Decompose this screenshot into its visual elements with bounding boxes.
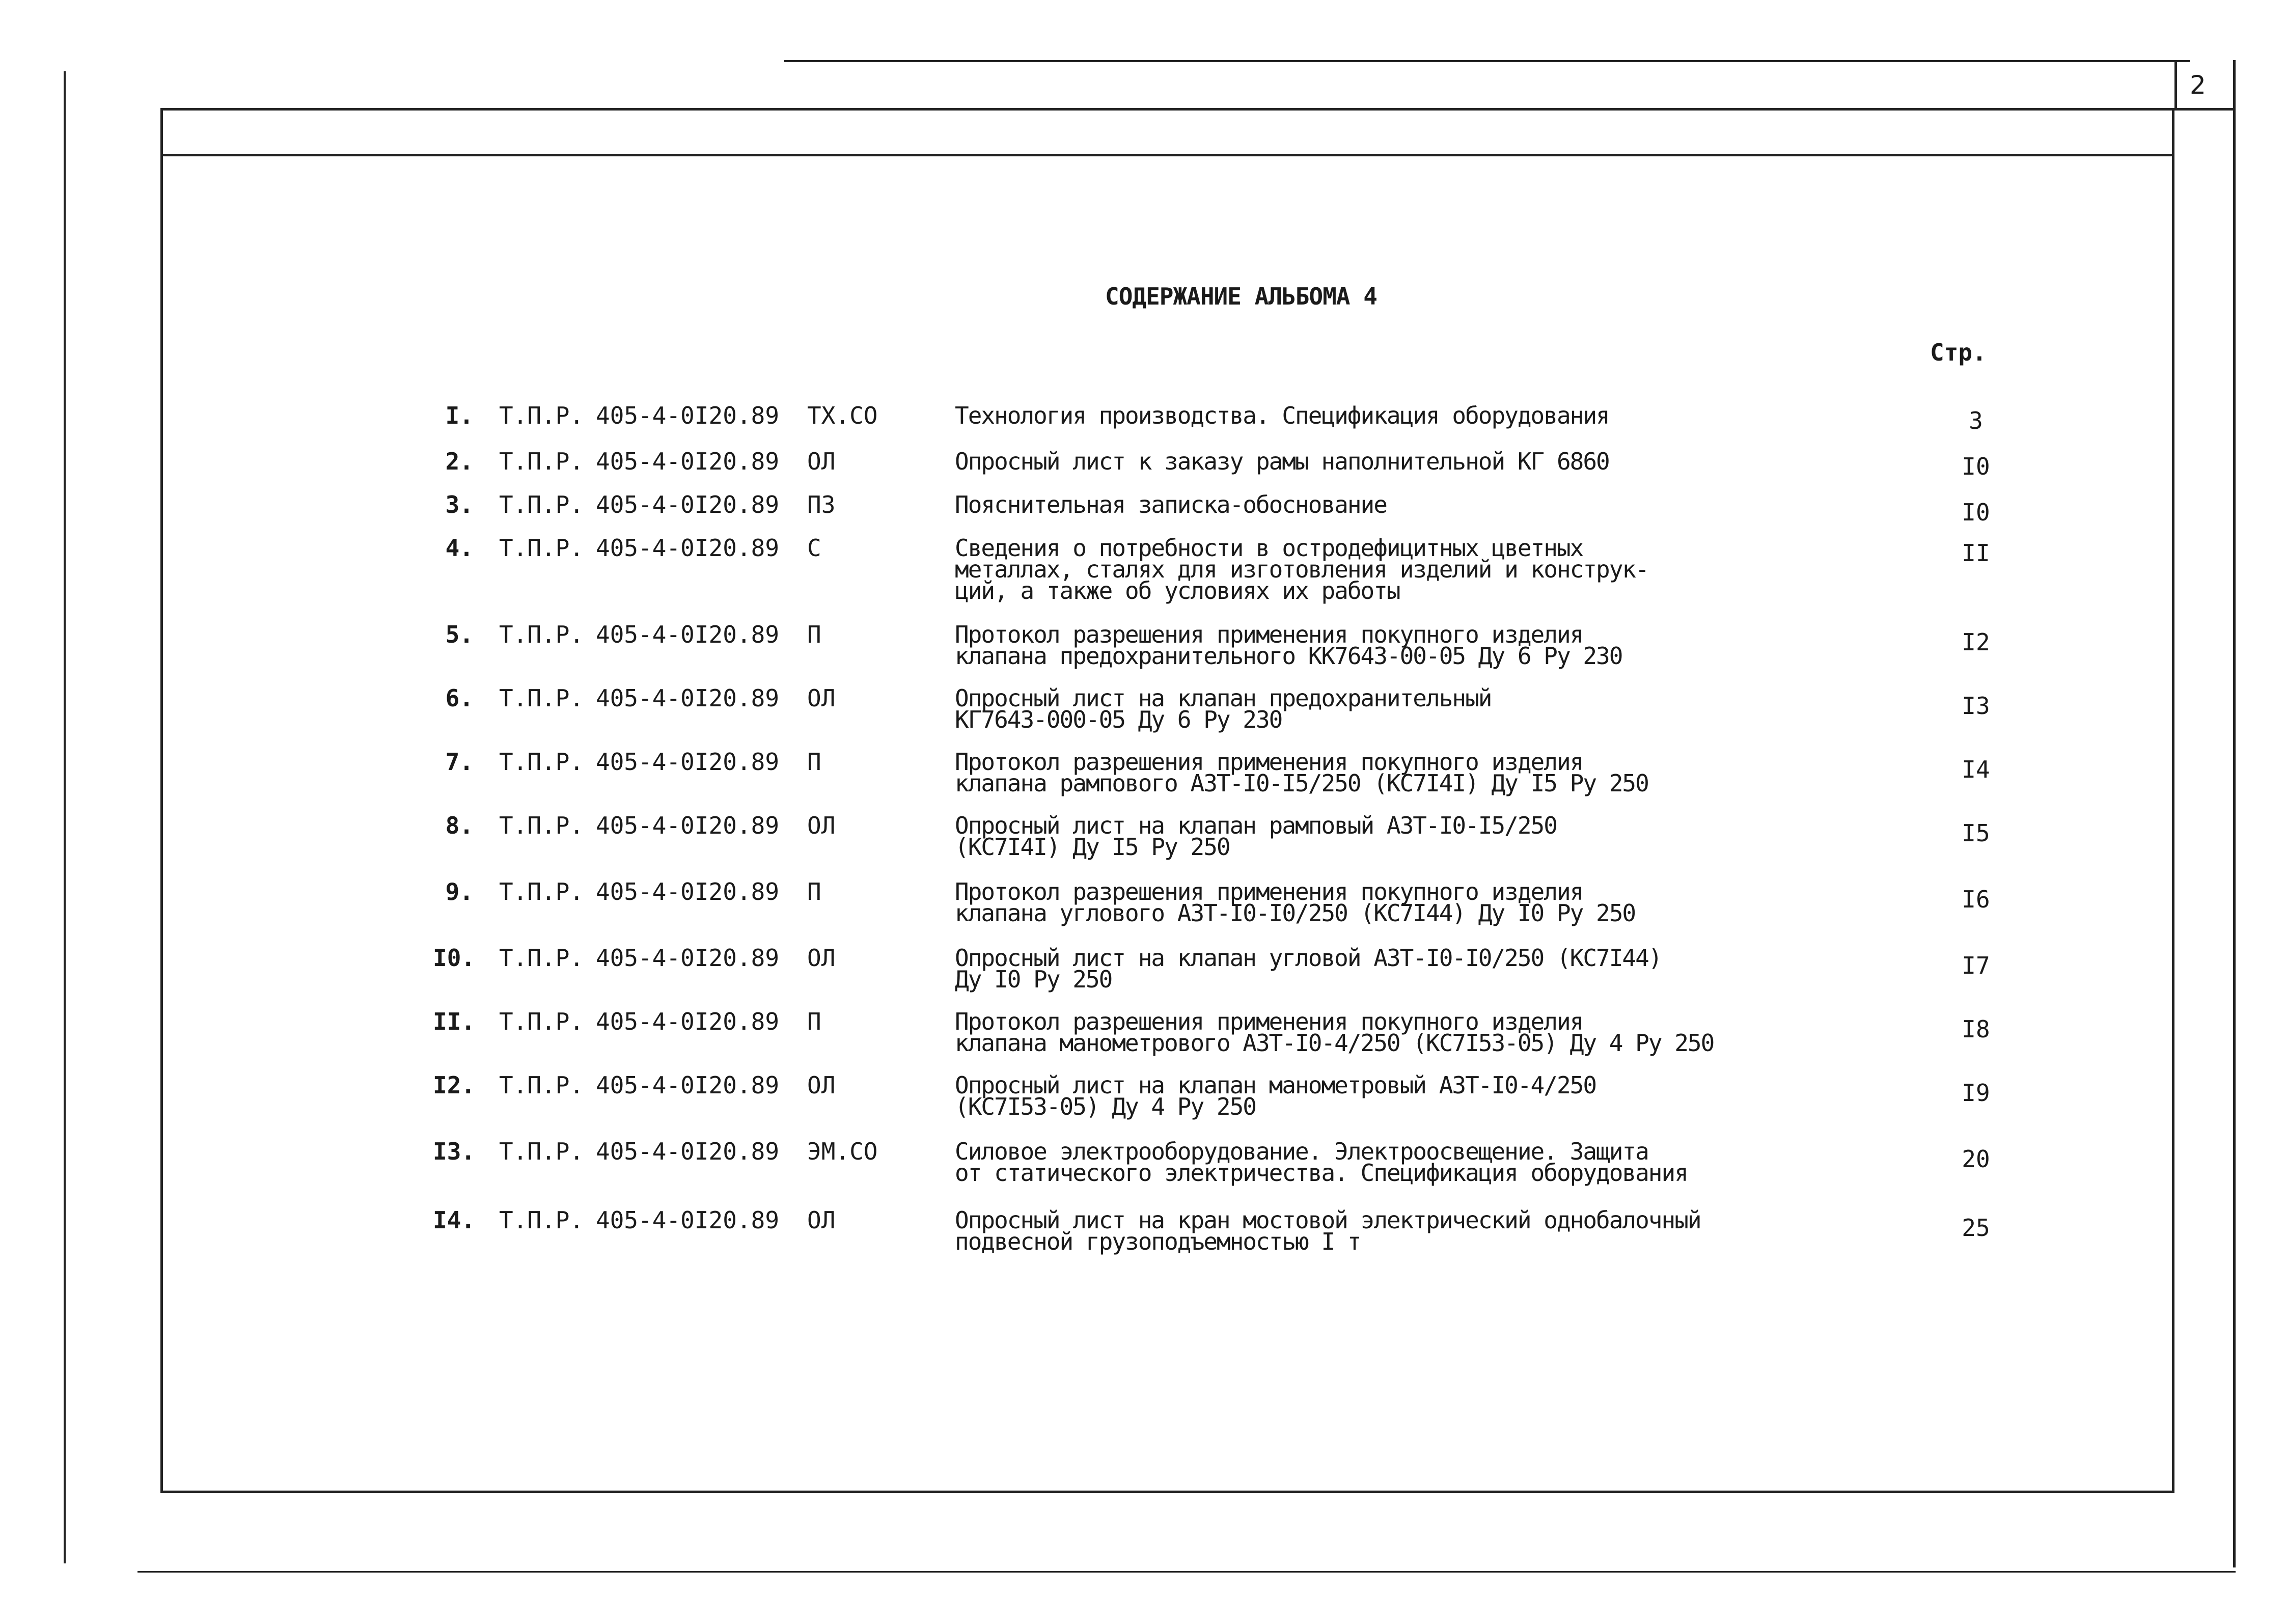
page-column-header: Стр. bbox=[1930, 339, 1987, 366]
item-description-line: клапана манометрового АЗТ-I0-4/250 (КС7I53-05) Ду 4 Ру 250 bbox=[955, 1029, 1714, 1057]
item-document-number: 405-4-0I20.89 bbox=[596, 878, 780, 905]
item-description bbox=[955, 448, 1609, 475]
item-document-number: 405-4-0I20.89 bbox=[596, 534, 780, 562]
item-document-number: 405-4-0I20.89 bbox=[596, 944, 780, 972]
item-number: 7. bbox=[445, 748, 474, 776]
sheet-right-edge bbox=[2233, 60, 2236, 1567]
item-page: 25 bbox=[1962, 1214, 1990, 1242]
item-document-number: 405-4-0I20.89 bbox=[596, 491, 780, 518]
item-page: I8 bbox=[1962, 1015, 1990, 1043]
item-description bbox=[955, 621, 1622, 670]
item-mark: П bbox=[807, 621, 821, 648]
item-number: 2. bbox=[445, 448, 474, 475]
item-description bbox=[955, 812, 1557, 861]
item-code: Т.П.Р. bbox=[499, 402, 584, 429]
document-frame bbox=[160, 108, 2174, 1493]
item-description-line: от статического электричества. Спецификация оборудования bbox=[955, 1159, 1688, 1187]
item-code: Т.П.Р. bbox=[499, 448, 584, 475]
sheet-top-edge bbox=[784, 60, 2190, 62]
sheet-left-edge bbox=[64, 71, 66, 1563]
item-description bbox=[955, 748, 1648, 797]
item-code: Т.П.Р. bbox=[499, 748, 584, 776]
item-description bbox=[955, 878, 1636, 927]
item-document-number: 405-4-0I20.89 bbox=[596, 684, 780, 712]
item-description-line: Опросный лист на кран мостовой электрический однобалочный bbox=[955, 1206, 1701, 1234]
item-code: Т.П.Р. bbox=[499, 684, 584, 712]
page-number: 2 bbox=[2190, 70, 2206, 100]
item-mark: ОЛ bbox=[807, 944, 836, 972]
item-document-number: 405-4-0I20.89 bbox=[596, 448, 780, 475]
item-description-line: Опросный лист к заказу рамы наполнительной КГ 6860 bbox=[955, 448, 1609, 475]
item-page: I2 bbox=[1962, 628, 1990, 656]
item-document-number: 405-4-0I20.89 bbox=[596, 748, 780, 776]
item-document-number: 405-4-0I20.89 bbox=[596, 1138, 780, 1165]
item-number: 6. bbox=[445, 684, 474, 712]
item-mark: ОЛ bbox=[807, 684, 836, 712]
item-page: I6 bbox=[1962, 886, 1990, 913]
item-description bbox=[955, 1071, 1596, 1120]
item-description bbox=[955, 402, 1609, 429]
item-mark: П bbox=[807, 748, 821, 776]
item-description-line: Протокол разрешения применения покупного изделия bbox=[955, 748, 1583, 776]
item-page: I3 bbox=[1962, 692, 1990, 720]
item-description-line: Опросный лист на клапан рамповый АЗТ-I0-I5/250 bbox=[955, 812, 1557, 839]
item-page: I5 bbox=[1962, 819, 1990, 847]
item-page: I0 bbox=[1962, 499, 1990, 526]
item-document-number: 405-4-0I20.89 bbox=[596, 1008, 780, 1035]
item-description-line: ций, а также об условиях их работы bbox=[955, 577, 1400, 604]
item-number: II. bbox=[433, 1008, 476, 1035]
item-description bbox=[955, 1138, 1688, 1187]
item-description-line: Опросный лист на клапан угловой АЗТ-I0-I0/250 (КС7I44) bbox=[955, 944, 1662, 972]
item-page: II bbox=[1962, 539, 1990, 567]
item-mark: ОЛ bbox=[807, 1206, 836, 1234]
item-description bbox=[955, 684, 1492, 733]
item-description bbox=[955, 534, 1648, 604]
item-number: I2. bbox=[433, 1071, 476, 1099]
item-description-line: Технология производства. Спецификация оборудования bbox=[955, 402, 1609, 429]
item-description-line: Протокол разрешения применения покупного изделия bbox=[955, 878, 1583, 905]
item-document-number: 405-4-0I20.89 bbox=[596, 402, 780, 429]
item-code: Т.П.Р. bbox=[499, 1008, 584, 1035]
item-number: I. bbox=[445, 402, 474, 429]
item-description-line: Протокол разрешения применения покупного изделия bbox=[955, 621, 1583, 648]
item-number: 5. bbox=[445, 621, 474, 648]
item-description-line: (КС7I4I) Ду I5 Ру 250 bbox=[955, 833, 1230, 861]
item-mark: ОЛ bbox=[807, 812, 836, 839]
item-page: I4 bbox=[1962, 756, 1990, 783]
item-mark: ПЗ bbox=[807, 491, 836, 518]
item-mark: ТХ.СО bbox=[807, 402, 878, 429]
item-description-line: Опросный лист на клапан предохранительный bbox=[955, 684, 1492, 712]
item-description-line: клапана предохранительного КК7643-00-05 Ду 6 Ру 230 bbox=[955, 642, 1622, 670]
item-page: I0 bbox=[1962, 453, 1990, 480]
item-number: 9. bbox=[445, 878, 474, 905]
item-code: Т.П.Р. bbox=[499, 812, 584, 839]
item-description bbox=[955, 1206, 1701, 1255]
frame-header-strip bbox=[163, 154, 2172, 156]
item-page: I9 bbox=[1962, 1079, 1990, 1107]
item-description bbox=[955, 1008, 1714, 1057]
item-description-line: Сведения о потребности в остродефицитных цветных bbox=[955, 534, 1583, 562]
item-description-line: Пояснительная записка-обоснование bbox=[955, 491, 1387, 518]
item-number: I3. bbox=[433, 1138, 476, 1165]
item-code: Т.П.Р. bbox=[499, 1206, 584, 1234]
item-code: Т.П.Р. bbox=[499, 944, 584, 972]
page-number-box-left bbox=[2174, 60, 2177, 110]
item-mark: С bbox=[807, 534, 821, 562]
item-document-number: 405-4-0I20.89 bbox=[596, 1071, 780, 1099]
item-code: Т.П.Р. bbox=[499, 1138, 584, 1165]
item-code: Т.П.Р. bbox=[499, 621, 584, 648]
item-number: 3. bbox=[445, 491, 474, 518]
item-description-line: металлах, сталях для изготовления изделий и конструк- bbox=[955, 556, 1648, 583]
item-description-line: КГ7643-000-05 Ду 6 Ру 230 bbox=[955, 706, 1282, 733]
item-description-line: (КС7I53-05) Ду 4 Ру 250 bbox=[955, 1093, 1256, 1120]
item-number: 8. bbox=[445, 812, 474, 839]
item-mark: ОЛ bbox=[807, 1071, 836, 1099]
item-number: 4. bbox=[445, 534, 474, 562]
item-code: Т.П.Р. bbox=[499, 878, 584, 905]
item-description-line: Протокол разрешения применения покупного изделия bbox=[955, 1008, 1583, 1035]
item-description-line: Силовое электрооборудование. Электроосвещение. Защита bbox=[955, 1138, 1648, 1165]
item-mark: ЭМ.СО bbox=[807, 1138, 878, 1165]
item-document-number: 405-4-0I20.89 bbox=[596, 812, 780, 839]
document-title: СОДЕРЖАНИЕ АЛЬБОМА 4 bbox=[1105, 283, 1377, 310]
item-mark: П bbox=[807, 1008, 821, 1035]
item-description-line: подвесной грузоподъемностью I т bbox=[955, 1228, 1361, 1255]
item-description bbox=[955, 944, 1662, 993]
page-number-box-bottom bbox=[2174, 108, 2236, 111]
item-page: 20 bbox=[1962, 1145, 1990, 1173]
item-number: I4. bbox=[433, 1206, 476, 1234]
item-number: I0. bbox=[433, 944, 476, 972]
sheet-bottom-edge bbox=[137, 1571, 2236, 1573]
item-document-number: 405-4-0I20.89 bbox=[596, 621, 780, 648]
item-description-line: Ду I0 Ру 250 bbox=[955, 966, 1112, 993]
item-code: Т.П.Р. bbox=[499, 1071, 584, 1099]
item-mark: П bbox=[807, 878, 821, 905]
item-page: 3 bbox=[1969, 407, 1983, 434]
item-code: Т.П.Р. bbox=[499, 491, 584, 518]
item-document-number: 405-4-0I20.89 bbox=[596, 1206, 780, 1234]
item-description-line: Опросный лист на клапан манометровый АЗТ-I0-4/250 bbox=[955, 1071, 1596, 1099]
item-mark: ОЛ bbox=[807, 448, 836, 475]
item-description-line: клапана рампового АЗТ-I0-I5/250 (КС7I4I) Ду I5 Ру 250 bbox=[955, 769, 1648, 797]
item-page: I7 bbox=[1962, 952, 1990, 979]
item-description bbox=[955, 491, 1387, 518]
item-description-line: клапана углового АЗТ-I0-I0/250 (КС7I44) Ду I0 Ру 250 bbox=[955, 899, 1636, 927]
item-code: Т.П.Р. bbox=[499, 534, 584, 562]
